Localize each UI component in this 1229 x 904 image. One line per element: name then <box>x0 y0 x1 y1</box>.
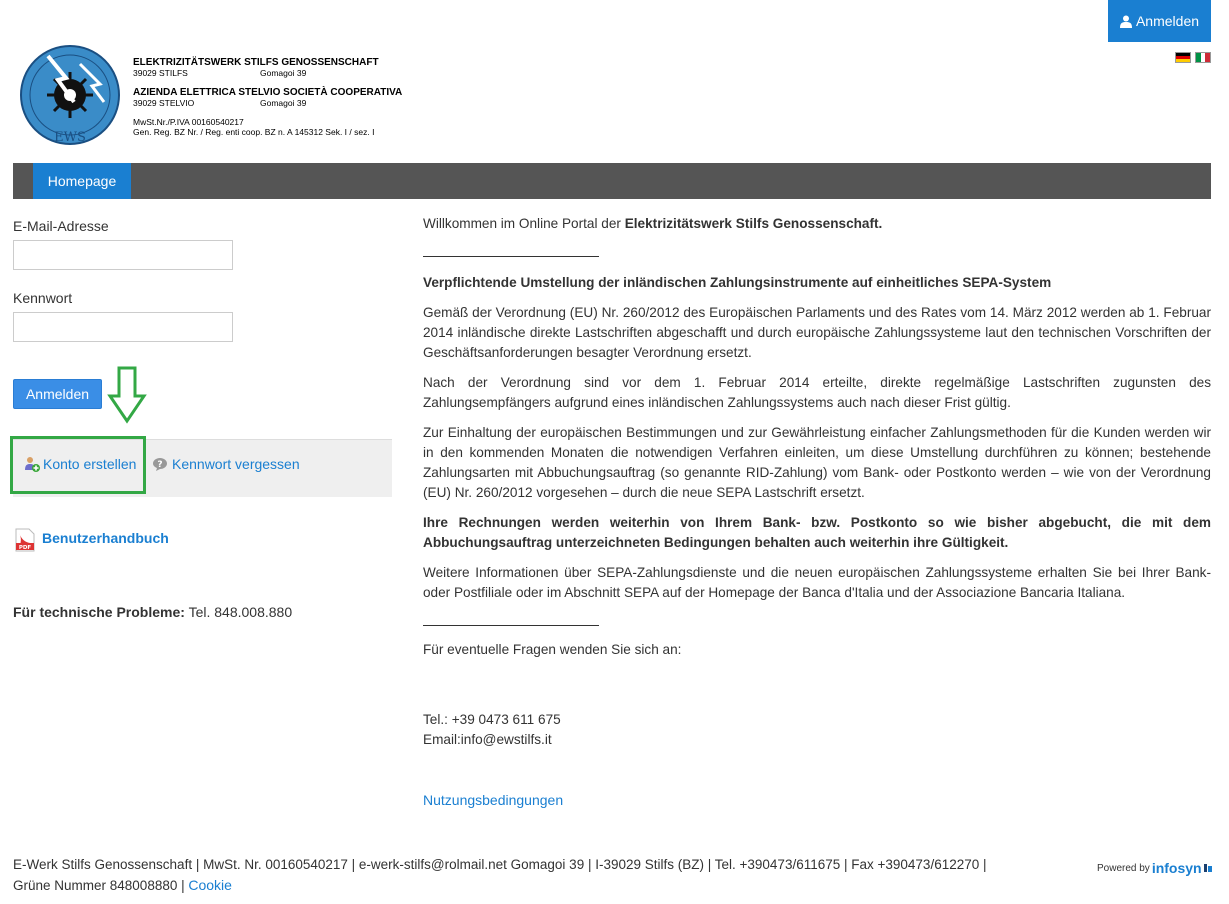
company-logo <box>18 44 122 146</box>
divider-2 <box>423 625 599 626</box>
create-account-link[interactable]: Konto erstellen <box>43 456 137 472</box>
company-name-de: ELEKTRIZITÄTSWERK STILFS GENOSSENSCHAFT <box>133 57 379 68</box>
address-it-street: Gomagoi 39 <box>260 98 307 108</box>
password-label: Kennwort <box>13 290 73 306</box>
svg-text:?: ? <box>157 460 163 470</box>
welcome-prefix: Willkommen im Online Portal der <box>423 216 625 231</box>
nav-homepage[interactable]: Homepage <box>33 163 131 199</box>
top-login-label: Anmelden <box>1135 13 1200 29</box>
welcome-company: Elektrizitätswerk Stilfs Genossenschaft. <box>624 216 883 231</box>
address-de-city: 39029 STILFS <box>133 68 188 78</box>
paragraph-4: Ihre Rechnungen werden weiterhin von Ihrem Bank- bzw. Postkonto so wie bisher abgebucht, die mit dem Abbuchungsauftrag unterzeichneten Bedingungen behalten auch weiterhin ihre Gültigkeit. <box>423 515 1211 550</box>
company-name-it: AZIENDA ELETTRICA STELVIO SOCIETÀ COOPERATIVA <box>133 87 403 98</box>
divider <box>423 256 599 257</box>
question-bubble-icon <box>152 457 168 472</box>
cookie-link[interactable]: Cookie <box>188 877 232 893</box>
infosyn-logo-icon <box>1204 864 1212 872</box>
pdf-icon <box>13 528 37 552</box>
flag-it-icon[interactable] <box>1195 52 1211 63</box>
main-navbar <box>13 163 1211 199</box>
register-number: Gen. Reg. BZ Nr. / Reg. enti coop. BZ n. A 145312 Sek. I / sez. I <box>133 127 375 137</box>
password-input[interactable] <box>13 312 233 342</box>
paragraph-5: Weitere Informationen über SEPA-Zahlungsdienste und die neuen europäischen Zahlungssysteme erhalten Sie bei Ihrer Bank- oder Postfiliale oder im Abschnitt SEPA auf der Homepage der Banca d'Italia und der Associazione Bancaria Italiana. <box>423 565 1211 600</box>
contact-email: Email:info@ewstilfs.it <box>423 732 552 747</box>
tech-support-label: Für technische Probleme: <box>13 604 185 620</box>
add-user-icon <box>24 456 40 472</box>
main-content <box>423 214 1211 811</box>
svg-text:PDF: PDF <box>18 545 32 551</box>
footer <box>13 855 1043 896</box>
tech-support <box>13 604 292 620</box>
user-manual-link[interactable]: Benutzerhandbuch <box>42 530 169 546</box>
sepa-heading: Verpflichtende Umstellung der inländischen Zahlungsinstrumente auf einheitliches SEPA-System <box>423 275 1052 290</box>
paragraph-2: Nach der Verordnung sind vor dem 1. Februar 2014 erteilte, direkte regelmäßige Lastschriften zugunsten des Zahlungsempfängers aufgrund eines inländischen Zahlungssystems auch nach dieser Frist gültig. <box>423 375 1211 410</box>
address-de-street: Gomagoi 39 <box>260 68 307 78</box>
user-icon <box>1120 15 1132 28</box>
paragraph-1: Gemäß der Verordnung (EU) Nr. 260/2012 des Europäischen Parlaments und des Rates vom 14. März 2012 werden ab 1. Februar 2014 inländische direkte Lastschriften abgeschafft und durch europäische Zahlungssysteme laut den technischen Vorschriften der Geschäftsanforderungen besagter Verordnung ersetzt. <box>423 305 1211 360</box>
footer-line-2 <box>13 875 1043 896</box>
address-it-city: 39029 STELVIO <box>133 98 195 108</box>
top-login-button[interactable] <box>1108 0 1211 42</box>
terms-link[interactable]: Nutzungsbedingungen <box>423 792 564 808</box>
questions-text: Für eventuelle Fragen wenden Sie sich an: <box>423 642 682 657</box>
language-switcher <box>1175 52 1211 63</box>
email-label: E-Mail-Adresse <box>13 218 109 234</box>
flag-de-icon[interactable] <box>1175 52 1191 63</box>
forgot-password-link[interactable]: Kennwort vergessen <box>172 456 300 472</box>
email-input[interactable] <box>13 240 233 270</box>
powered-by-label: Powered by <box>1097 862 1150 874</box>
welcome-text <box>423 214 1211 234</box>
footer-line-1: E-Werk Stilfs Genossenschaft | MwSt. Nr. 00160540217 | e-werk-stilfs@rolmail.net Gomagoi 39 | I-39029 Stilfs (BZ) | Tel. +390473/611675 | Fax +390473/612270 | <box>13 857 987 872</box>
infosyn-brand[interactable]: infosyn <box>1151 860 1202 876</box>
paragraph-3: Zur Einhaltung der europäischen Bestimmungen und zur Gewährleistung einfacher Zahlungsmethoden für die Kunden werden wir in den kommenden Monaten die notwendigen Verfahren einleiten, um diese Umstellung durchführen zu können; bestehende Zahlungsarten mit Abbuchungsauftrag (so genannte RID-Zahlung) vom Bank- oder Postkonto werden – wie von der Verordnung (EU) Nr. 260/2012 vorgesehen – durch die neue SEPA Lastschrift ersetzt. <box>423 425 1211 500</box>
powered-by <box>1097 860 1212 876</box>
login-submit-button[interactable]: Anmelden <box>13 379 102 409</box>
contact-tel: Tel.: +39 0473 611 675 <box>423 712 561 727</box>
tech-support-phone: Tel. 848.008.880 <box>188 604 293 620</box>
arrow-down-icon <box>107 366 147 424</box>
logo-text: EWS <box>54 130 86 145</box>
vat-number: MwSt.Nr./P.IVA 00160540217 <box>133 117 244 127</box>
footer-hotline: Grüne Nummer 848008880 | <box>13 878 189 893</box>
